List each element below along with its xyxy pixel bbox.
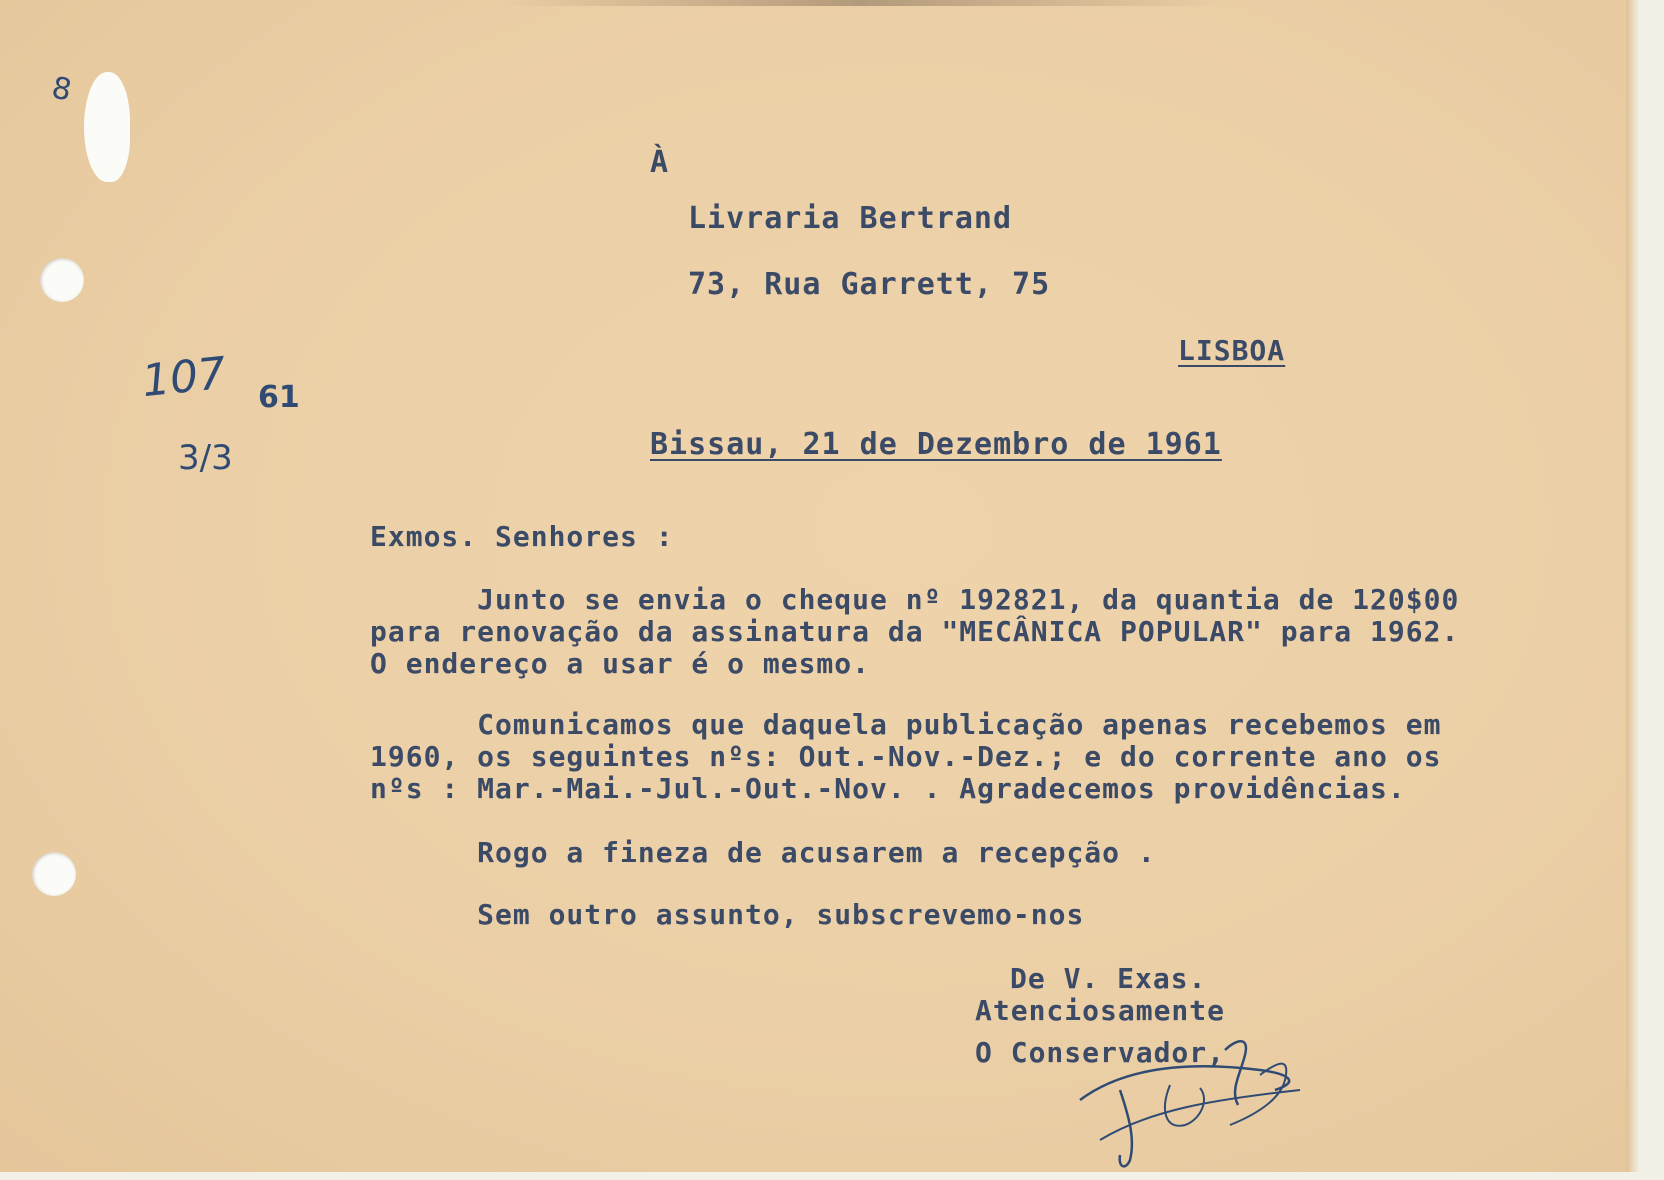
top-edge-shadow — [500, 0, 1220, 6]
addressee-street: 73, Rua Garrett, 75 — [688, 267, 1051, 302]
greeting: Exmos. Senhores : — [370, 520, 674, 553]
handwritten-ref-number: 107 — [139, 347, 229, 408]
addressee-city: LISBOA — [1178, 334, 1286, 367]
paragraph-2-line-2: 1960, os seguintes nºs: Out.-Nov.-Dez.; e do corrente ano os — [370, 740, 1442, 773]
closing-line-2: Atenciosamente — [975, 994, 1226, 1027]
paragraph-2-line-1: Comunicamos que daquela publicação apenas recebemos em — [370, 708, 1442, 741]
punch-hole-lower — [32, 852, 76, 896]
paragraph-3: Rogo a fineza de acusarem a recepção . — [370, 836, 1156, 869]
torn-hole — [84, 72, 130, 182]
margin-mark: 8 — [48, 70, 75, 109]
paragraph-1-line-2: para renovação da assinatura da "MECÂNICA POPULAR" para 1962. — [370, 615, 1460, 648]
paragraph-1-line-1: Junto se envia o cheque nº 192821, da quantia de 120$00 — [370, 583, 1460, 616]
closing-line-1: De V. Exas. — [1010, 962, 1207, 995]
signature — [1060, 1030, 1360, 1172]
addressee-prefix: À — [650, 145, 670, 180]
paragraph-2-line-3: nºs : Mar.-Mai.-Jul.-Out.-Nov. . Agradecemos providências. — [370, 772, 1406, 805]
punch-hole-upper — [40, 258, 84, 302]
handwritten-ref-sub: 3/3 — [178, 438, 233, 478]
paragraph-1-line-3: O endereço a usar é o mesmo. — [370, 647, 871, 680]
place-date: Bissau, 21 de Dezembro de 1961 — [650, 427, 1222, 462]
right-edge — [1626, 0, 1640, 1172]
handwritten-ref-year: 61 — [258, 380, 300, 415]
paragraph-4: Sem outro assunto, subscrevemo-nos — [370, 898, 1085, 931]
addressee-name: Livraria Bertrand — [688, 201, 1013, 236]
closing-line-3: O Conservador, — [975, 1036, 1226, 1069]
